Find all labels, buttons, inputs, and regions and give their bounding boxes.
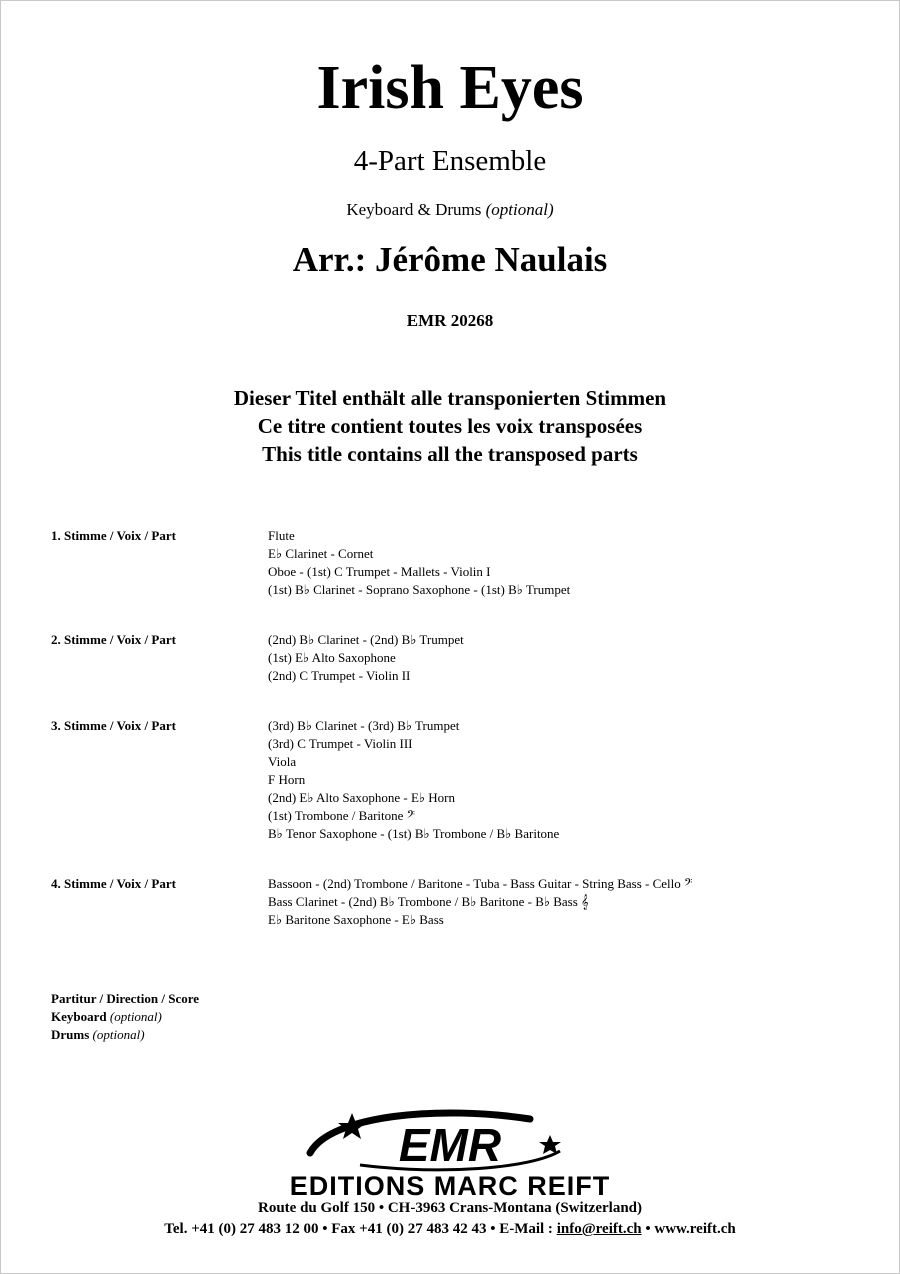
instrument-line: (1st) E♭ Alto Saxophone [268, 650, 396, 665]
subtitle: 4-Part Ensemble [353, 145, 547, 177]
score-line [51, 990, 199, 1008]
publisher-name: EDITIONS MARC REIFT [289, 1171, 611, 1201]
part-4-instruments [268, 875, 692, 929]
catalog-number: EMR 20268 [406, 311, 494, 330]
part-2-label: 2. Stimme / Voix / Part [51, 632, 176, 647]
instrumentation-text: Keyboard & Drums [346, 200, 482, 219]
instrument-line: Viola [268, 754, 297, 769]
website[interactable]: • www.reift.ch [641, 1221, 736, 1237]
publisher-contacts [0, 1218, 900, 1240]
part-1-instruments [268, 527, 570, 599]
instrument-line: (1st) Trombone / Baritone 𝄢 [268, 808, 416, 823]
instrument-line: Oboe - (1st) C Trumpet - Mallets - Violin I [268, 564, 491, 579]
logo-text: EMR [398, 1119, 502, 1171]
instrument-line: Bass Clarinet - (2nd) B♭ Trombone / B♭ Baritone - B♭ Bass 𝄞 [268, 894, 589, 909]
keyboard-label: Keyboard [51, 1009, 107, 1024]
part-2-instruments [268, 631, 464, 685]
publisher-address: Route du Golf 150 • CH-3963 Crans-Montana (Switzerland) [258, 1200, 642, 1216]
keyboard-line [51, 1008, 162, 1026]
notice-french: Ce titre contient toutes les voix transposées [257, 414, 643, 438]
drums-label: Drums [51, 1027, 90, 1042]
keyboard-optional: (optional) [109, 1009, 162, 1024]
emr-logo-icon [300, 1105, 600, 1175]
instrument-line: (3rd) B♭ Clarinet - (3rd) B♭ Trumpet [268, 718, 460, 733]
instrument-line: (2nd) E♭ Alto Saxophone - E♭ Horn [268, 790, 456, 805]
instrumentation-optional: (optional) [485, 200, 554, 219]
notice-german: Dieser Titel enthält alle transponierten Stimmen [233, 386, 667, 410]
part-4-label: 4. Stimme / Voix / Part [51, 876, 176, 891]
instrumentation [0, 198, 900, 222]
instrument-line: E♭ Baritone Saxophone - E♭ Bass [268, 912, 444, 927]
tel-fax: Tel. +41 (0) 27 483 12 00 • Fax +41 (0) 27 483 42 43 • E-Mail : [164, 1221, 557, 1237]
instrument-line: B♭ Tenor Saxophone - (1st) B♭ Trombone / B♭ Baritone [268, 826, 560, 841]
instrument-line: (2nd) C Trumpet - Violin II [268, 668, 411, 683]
page-title: Irish Eyes [316, 54, 584, 122]
part-3-instruments [268, 717, 559, 843]
drums-line [51, 1026, 145, 1044]
instrument-line: F Horn [268, 772, 306, 787]
drums-optional: (optional) [92, 1027, 145, 1042]
instrument-line: Bassoon - (2nd) Trombone / Baritone - Tuba - Bass Guitar - String Bass - Cello 𝄢 [268, 876, 693, 891]
email-link[interactable]: info@reift.ch [556, 1221, 642, 1237]
instrument-line: (2nd) B♭ Clarinet - (2nd) B♭ Trumpet [268, 632, 464, 647]
notice-english: This title contains all the transposed parts [262, 442, 638, 466]
instrument-line: E♭ Clarinet - Cornet [268, 546, 374, 561]
instrument-line: Flute [268, 528, 295, 543]
part-1-label: 1. Stimme / Voix / Part [51, 528, 176, 543]
instrument-line: (1st) B♭ Clarinet - Soprano Saxophone - (1st) B♭ Trumpet [268, 582, 571, 597]
score-label: Partitur / Direction / Score [51, 991, 200, 1006]
part-3-label: 3. Stimme / Voix / Part [51, 718, 176, 733]
arranger: Arr.: Jérôme Naulais [292, 240, 608, 279]
instrument-line: (3rd) C Trumpet - Violin III [268, 736, 413, 751]
